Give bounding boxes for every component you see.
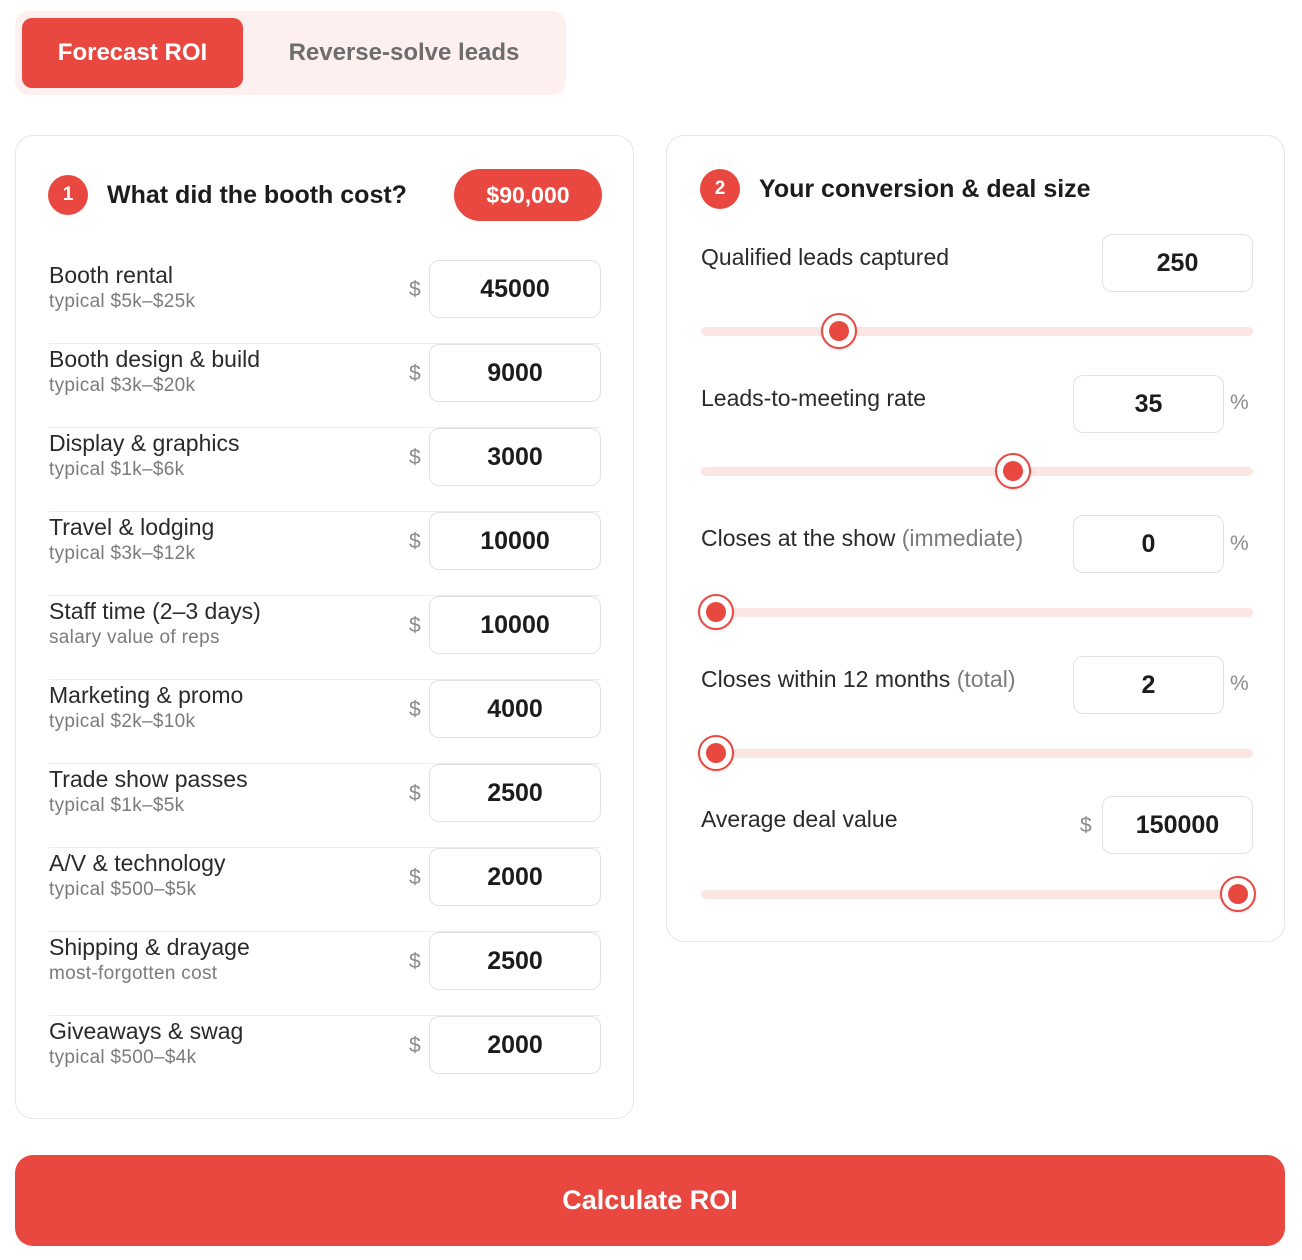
cost-label: Marketing & promo (49, 682, 244, 708)
cost-label: Display & graphics (49, 430, 240, 456)
cost-label: Booth design & build (49, 346, 260, 372)
cost-row-booth-rental (49, 260, 601, 344)
cost-hint: typical $1k–$5k (49, 795, 185, 816)
cost-label: Giveaways & swag (49, 1018, 244, 1044)
staff-time-input[interactable] (429, 596, 601, 654)
slider-thumb[interactable] (698, 594, 734, 630)
cost-hint: salary value of reps (49, 627, 220, 648)
dollar-sign: $ (409, 530, 421, 553)
marketing-promo-input[interactable] (429, 680, 601, 738)
cost-row-staff-time (49, 596, 601, 680)
deal-value-slider[interactable] (701, 874, 1253, 914)
cost-row-travel-lodging (49, 512, 601, 596)
closes-12-months-slider[interactable] (701, 733, 1253, 773)
metric-label-text: Leads-to-meeting rate (701, 385, 927, 411)
tab-reverse-solve-leads[interactable]: Reverse-solve leads (288, 39, 520, 66)
mode-tabs (15, 11, 566, 95)
cost-label: Booth rental (49, 262, 174, 288)
dollar-sign: $ (409, 614, 421, 637)
total-cost-badge: $90,000 (454, 169, 602, 221)
cost-hint: typical $2k–$10k (49, 711, 196, 732)
closes-12-months-input[interactable] (1073, 656, 1224, 714)
calculate-roi-button[interactable]: Calculate ROI (15, 1155, 1285, 1246)
dollar-sign: $ (409, 362, 421, 385)
dollar-sign: $ (409, 446, 421, 469)
cost-row-av-technology (49, 848, 601, 932)
slider-thumb[interactable] (698, 735, 734, 771)
dollar-sign: $ (1080, 814, 1092, 837)
deal-value-input[interactable] (1102, 796, 1253, 854)
booth-design-input[interactable] (429, 344, 601, 402)
dollar-sign: $ (409, 1034, 421, 1057)
display-graphics-input[interactable] (429, 428, 601, 486)
metric-label-text: Closes at the show (701, 525, 896, 551)
slider-track (701, 327, 1253, 336)
qualified-leads-input[interactable] (1102, 234, 1253, 292)
cost-hint: most-forgotten cost (49, 963, 218, 984)
slider-track (701, 467, 1253, 476)
percent-sign: % (1230, 391, 1249, 414)
step-badge: 2 (700, 169, 740, 209)
slider-thumb[interactable] (995, 453, 1031, 489)
qualified-leads-label (701, 244, 949, 271)
metric-label-text: Average deal value (701, 806, 898, 832)
booth-rental-input[interactable] (429, 260, 601, 318)
step-badge: 1 (48, 175, 88, 215)
closes-12-months-label (701, 666, 1015, 693)
cost-hint: typical $500–$4k (49, 1047, 197, 1068)
dollar-sign: $ (409, 782, 421, 805)
cost-row-marketing-promo (49, 680, 601, 764)
section-title: Your conversion & deal size (759, 175, 1091, 203)
trade-show-passes-input[interactable] (429, 764, 601, 822)
metric-label-text: Qualified leads captured (701, 244, 950, 270)
cost-row-shipping-drayage (49, 932, 601, 1016)
metric-label-qualifier: (total) (956, 666, 1016, 692)
cost-hint: typical $500–$5k (49, 879, 197, 900)
cost-row-trade-show-passes (49, 764, 601, 848)
cost-hint: typical $5k–$25k (49, 291, 196, 312)
meeting-rate-slider[interactable] (701, 451, 1253, 491)
cost-hint: typical $1k–$6k (49, 459, 185, 480)
closes-at-show-slider[interactable] (701, 592, 1253, 632)
percent-sign: % (1230, 532, 1249, 555)
dollar-sign: $ (409, 950, 421, 973)
booth-cost-card (15, 135, 634, 1119)
slider-thumb[interactable] (821, 313, 857, 349)
conversion-card (666, 135, 1285, 942)
cost-row-display-graphics (49, 428, 601, 512)
dollar-sign: $ (409, 866, 421, 889)
metric-label-text: Closes within 12 months (701, 666, 951, 692)
cost-hint: typical $3k–$12k (49, 543, 196, 564)
cost-label: Trade show passes (49, 766, 248, 792)
cost-label: A/V & technology (49, 850, 226, 876)
dollar-sign: $ (409, 698, 421, 721)
deal-value-label (701, 806, 898, 833)
metric-label-qualifier: (immediate) (901, 525, 1024, 551)
cost-row-giveaways-swag (49, 1016, 601, 1100)
cost-hint: typical $3k–$20k (49, 375, 196, 396)
cost-row-booth-design (49, 344, 601, 428)
travel-lodging-input[interactable] (429, 512, 601, 570)
cost-label: Travel & lodging (49, 514, 215, 540)
slider-track (701, 749, 1253, 758)
slider-track (701, 890, 1253, 899)
slider-track (701, 608, 1253, 617)
dollar-sign: $ (409, 278, 421, 301)
percent-sign: % (1230, 672, 1249, 695)
cost-label: Staff time (2–3 days) (49, 598, 261, 624)
qualified-leads-slider[interactable] (701, 311, 1253, 351)
slider-thumb[interactable] (1220, 876, 1256, 912)
cost-label: Shipping & drayage (49, 934, 250, 960)
tab-forecast-roi[interactable]: Forecast ROI (22, 18, 243, 88)
meeting-rate-input[interactable] (1073, 375, 1224, 433)
section-title: What did the booth cost? (107, 181, 407, 209)
closes-at-show-label (701, 525, 1023, 552)
giveaways-swag-input[interactable] (429, 1016, 601, 1074)
meeting-rate-label (701, 385, 926, 412)
shipping-drayage-input[interactable] (429, 932, 601, 990)
av-technology-input[interactable] (429, 848, 601, 906)
closes-at-show-input[interactable] (1073, 515, 1224, 573)
